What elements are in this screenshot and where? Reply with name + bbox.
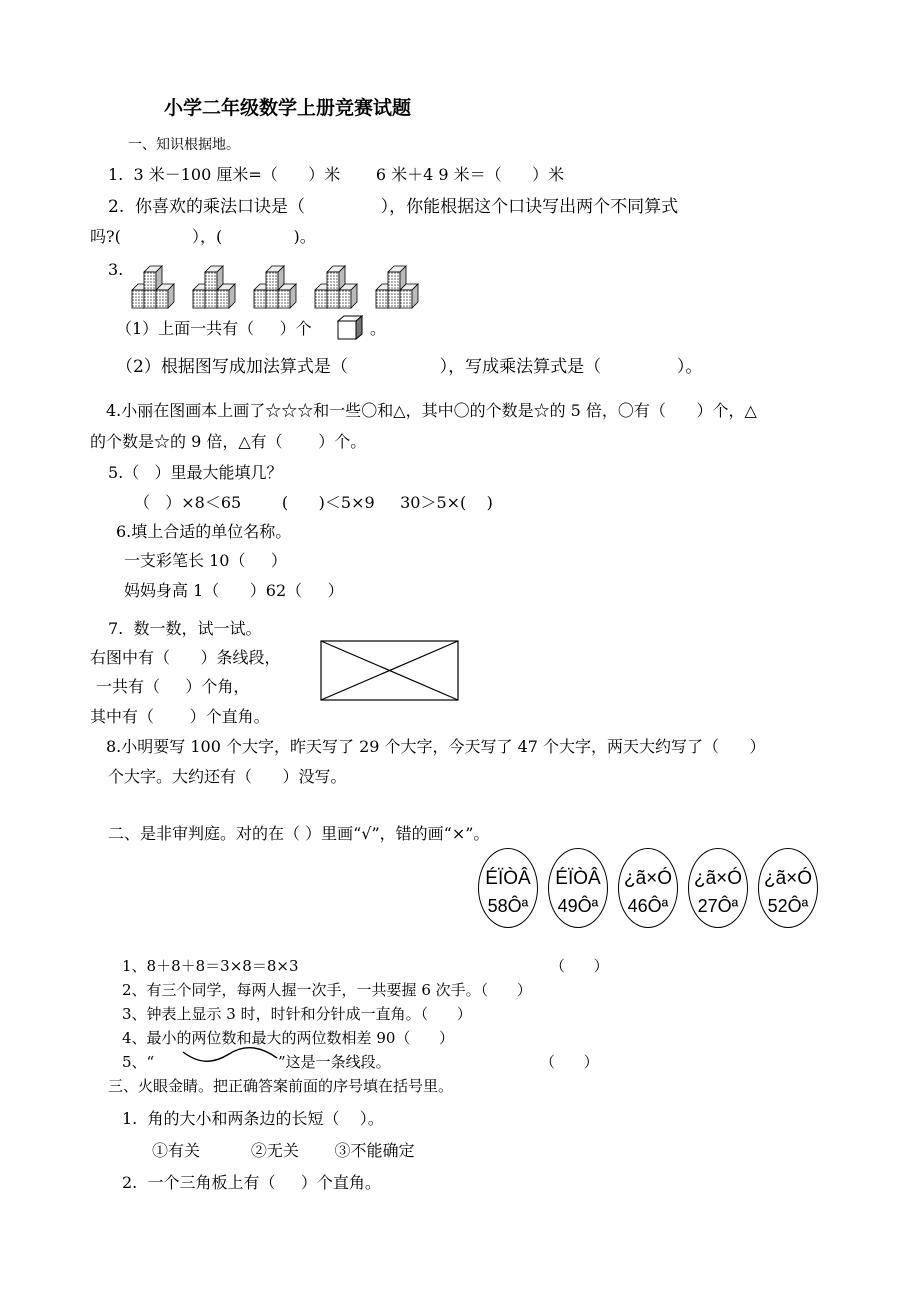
question-1-4-line1: 4.小丽在图画本上画了☆☆☆和一些〇和△，其中〇的个数是☆的 5 倍，〇有（ ）个，△: [106, 401, 757, 420]
question-1-5-items: （ ）×8＜65 ( )＜5×9 30＞5×( ): [134, 493, 493, 512]
judge-item-5-paren: （ ）: [540, 1053, 599, 1071]
question-1-6-b: 妈妈身高 1（ ）62（ ）: [124, 581, 344, 600]
question-1-2-line2: 吗?( ），( )。: [90, 227, 316, 246]
price-coin: ¿ã×Ó 46Ôª: [618, 848, 678, 928]
question-1-3-part1-end: 。: [370, 319, 387, 338]
rectangle-diagonals-figure: [320, 640, 460, 702]
judge-item-4: 4、最小的两位数和最大的两位数相差 90（ ）: [122, 1029, 455, 1047]
price-coin: ¿ã×Ó 27Ôª: [688, 848, 748, 928]
judge-item-3: 3、钟表上显示 3 时，时针和分针成一直角。（ ）: [122, 1005, 472, 1023]
section-3-heading: 三、火眼金睛。把正确答案前面的序号填在括号里。: [108, 1077, 454, 1095]
cube-stacks-figure: [128, 257, 428, 312]
price-coin: ÉÏÒÂ 58Ôª: [478, 848, 538, 928]
question-1-8-line1: 8.小明要写 100 个大字，昨天写了 29 个大字，今天写了 47 个大字，两天大约写了（ ）: [106, 737, 766, 756]
judge-item-2: 2、有三个同学，每两人握一次手，一共要握 6 次手。（ ）: [122, 981, 532, 999]
price-coin: ÉÏÒÂ 49Ôª: [548, 848, 608, 928]
question-1-7-c: 其中有（ ）个直角。: [90, 707, 270, 726]
question-3-1-options: ①有关 ②无关 ③不能确定: [152, 1141, 415, 1160]
question-3-2: 2. 一个三角板上有（ ）个直角。: [122, 1173, 381, 1192]
question-1-1: 1. 3 米－100 厘米=（ ）米 6 米＋4 9 米＝（ ）米: [108, 165, 565, 184]
judge-item-5-end: ”这是一条线段。: [278, 1053, 391, 1071]
question-1-3-part1: （1）上面一共有（ ）个: [116, 319, 312, 338]
question-1-5-title: 5.（ ）里最大能填几？: [108, 463, 283, 482]
judge-item-1-paren: （ ）: [550, 957, 609, 975]
question-1-7-b: 一共有（ ）个角，: [96, 677, 250, 696]
question-1-8-line2: 个大字。大约还有（ ）没写。: [108, 767, 347, 786]
cube-stack: [193, 266, 235, 308]
cube-stack: [254, 266, 296, 308]
price-coin: ¿ã×Ó 52Ôª: [758, 848, 818, 928]
question-1-6-title: 6.填上合适的单位名称。: [116, 522, 292, 541]
judge-item-1: 1、8＋8＋8＝3×8＝8×3: [122, 957, 299, 975]
judge-item-5-start: 5、“: [122, 1053, 155, 1071]
section-2-heading: 二、是非审判庭。对的在（ ）里画“√”，错的画“×”。: [108, 824, 490, 843]
question-1-6-a: 一支彩笔长 10（ ）: [124, 551, 287, 570]
cube-icon: [336, 315, 364, 341]
question-3-1: 1. 角的大小和两条边的长短（ ）。: [122, 1109, 384, 1128]
price-coins: [478, 848, 823, 934]
wavy-line-figure: [181, 1042, 281, 1066]
question-1-7-a: 右图中有（ ）条线段，: [90, 648, 281, 667]
section-1-heading: 一、知识根据地。: [128, 137, 240, 153]
question-1-4-line2: 的个数是☆的 9 倍，△有（ ）个。: [90, 432, 367, 451]
question-1-3-number: 3.: [108, 260, 124, 279]
question-1-7-title: 7. 数一数，试一试。: [108, 619, 262, 638]
cube-stack: [376, 266, 418, 308]
cube-stack: [315, 266, 357, 308]
cube-stack: [132, 266, 174, 308]
question-1-2-line1: 2. 你喜欢的乘法口诀是（ ），你能根据这个口诀写出两个不同算式: [108, 197, 679, 217]
page-title: 小学二年级数学上册竞赛试题: [164, 97, 412, 119]
question-1-3-part2: （2）根据图写成加法算式是（ ），写成乘法算式是（ ）。: [116, 357, 703, 377]
